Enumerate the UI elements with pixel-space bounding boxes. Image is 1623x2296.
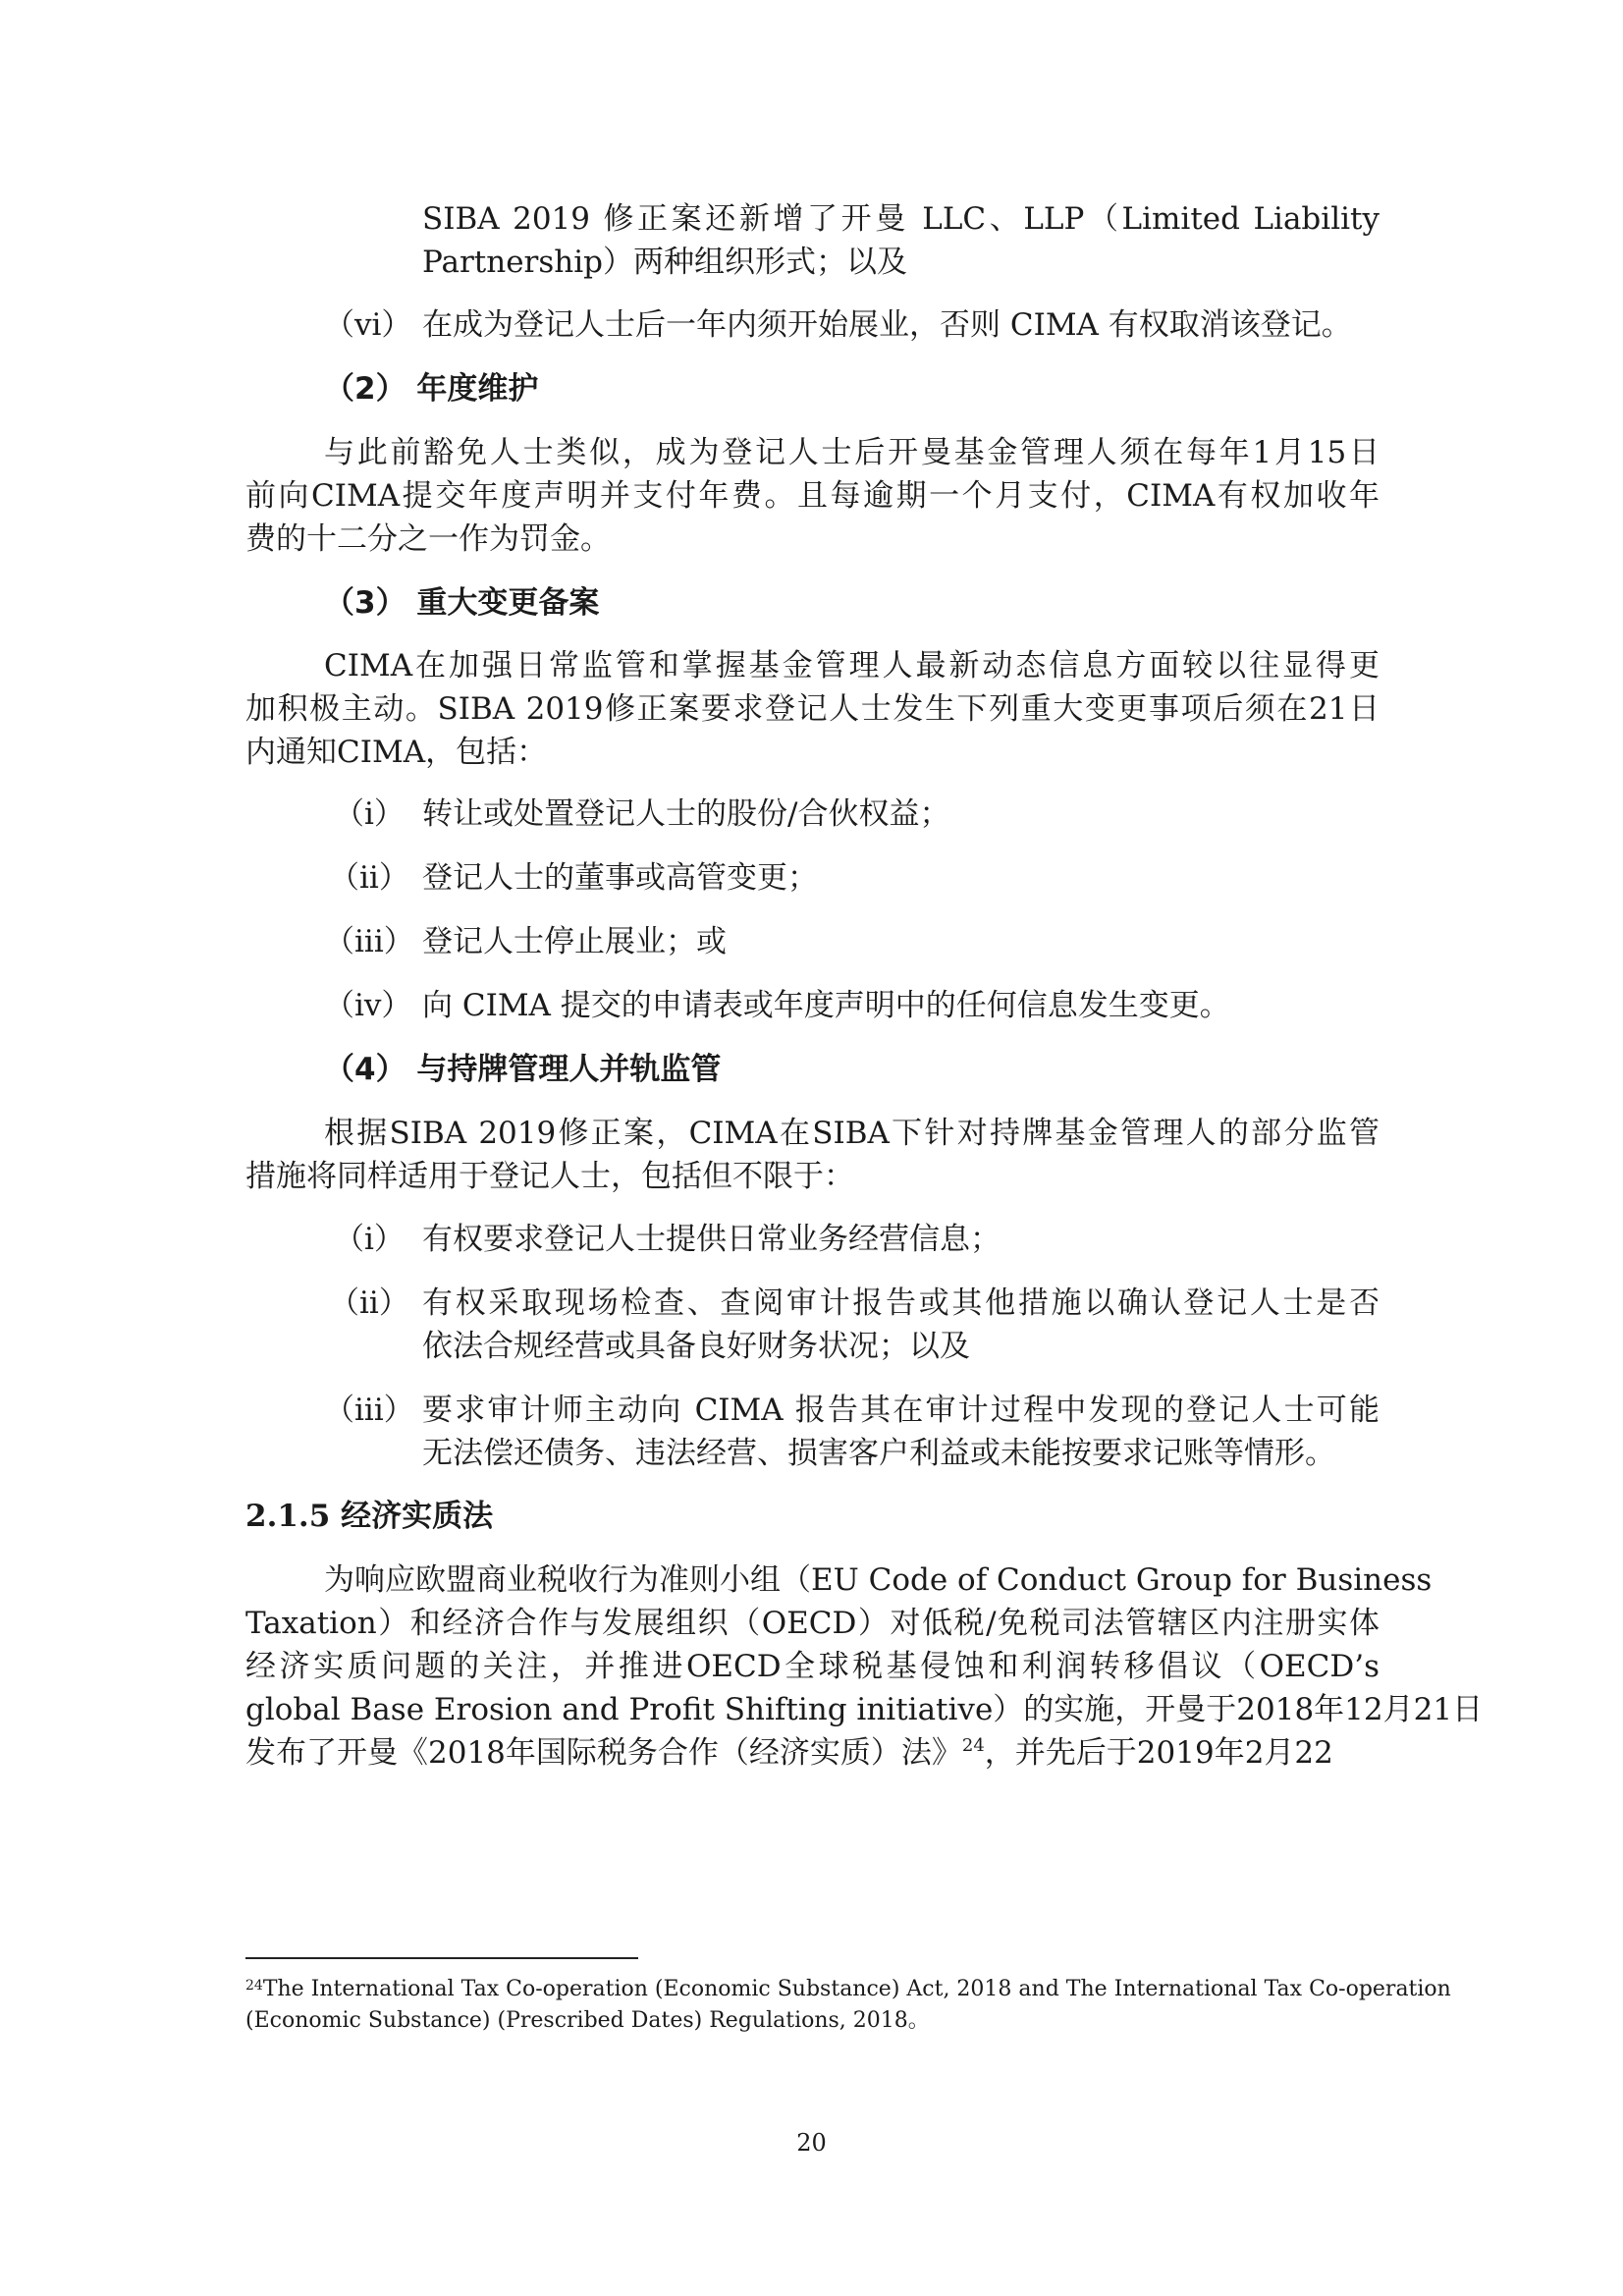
- paragraph-text: ，并先后于2019年2月22: [984, 1735, 1333, 1771]
- paragraph-line: CIMA在加强日常监管和掌握基金管理人最新动态信息方面较以往显得更: [324, 648, 1380, 683]
- list-item-text: 有权采取现场检查、查阅审计报告或其他措施以确认登记人士是否: [422, 1285, 1380, 1321]
- list-marker: （iii）: [324, 1393, 414, 1428]
- list-marker: （iv）: [324, 988, 412, 1023]
- paragraph-line: 加积极主动。SIBA 2019修正案要求登记人士发生下列重大变更事项后须在21日: [245, 691, 1380, 727]
- list-item-text: 依法合规经营或具备良好财务状况；以及: [422, 1329, 970, 1364]
- list-item-text: 登记人士的董事或高管变更；: [422, 860, 818, 896]
- list-item-text: 无法偿还债务、违法经营、损害客户利益或未能按要求记账等情形。: [422, 1436, 1335, 1471]
- footnote-line: (Economic Substance) (Prescribed Dates) Regulations, 2018。: [245, 2008, 930, 2033]
- footnote-line: [245, 1974, 1451, 2005]
- list-marker: （iii）: [324, 924, 414, 959]
- paragraph-text: 发布了开曼《2018年国际税务合作（经济实质）法》: [245, 1735, 962, 1771]
- list-item-text: 在成为登记人士后一年内须开始展业，否则 CIMA 有权取消该登记。: [422, 307, 1352, 343]
- subheading-parallel-supervision: （4） 与持牌管理人并轨监管: [324, 1052, 722, 1087]
- paragraph-line-with-footnote-ref: [245, 1731, 1333, 1775]
- paragraph-line: 措施将同样适用于登记人士，包括但不限于：: [245, 1159, 854, 1194]
- subheading-material-change: （3） 重大变更备案: [324, 585, 600, 621]
- paragraph-line: 前向CIMA提交年度声明并支付年费。且每逾期一个月支付，CIMA有权加收年: [245, 478, 1380, 514]
- paragraph-line: 为响应欧盟商业税收行为准则小组（EU Code of Conduct Group for Business: [324, 1562, 1433, 1598]
- paragraph-line: 内通知CIMA，包括：: [245, 735, 548, 770]
- paragraph-line: 经济实质问题的关注，并推进OECD全球税基侵蚀和利润转移倡议（OECD’s: [245, 1649, 1380, 1684]
- subheading-annual-maintenance: （2） 年度维护: [324, 371, 539, 407]
- paragraph-line: global Base Erosion and Profit Shifting initiative）的实施，开曼于2018年12月21日: [245, 1692, 1484, 1727]
- footnote-text: The International Tax Co-operation (Economic Substance) Act, 2018 and The International Tax Co-operation: [262, 1977, 1451, 2001]
- footnote-divider: [245, 1957, 638, 1959]
- list-marker: （i）: [334, 796, 405, 832]
- list-marker: （ii）: [329, 1285, 409, 1321]
- paragraph-line: 费的十二分之一作为罚金。: [245, 521, 611, 557]
- paragraph-line: 与此前豁免人士类似，成为登记人士后开曼基金管理人须在每年1月15日: [324, 435, 1380, 470]
- list-marker: （i）: [334, 1222, 405, 1257]
- section-heading: 2.1.5 经济实质法: [245, 1499, 494, 1534]
- continuation-line-1: SIBA 2019 修正案还新增了开曼 LLC、LLP（Limited Liability: [422, 201, 1380, 237]
- list-marker: （ii）: [329, 860, 409, 896]
- footnote-number: 24: [245, 1978, 263, 1994]
- list-item-text: 要求审计师主动向 CIMA 报告其在审计过程中发现的登记人士可能: [422, 1393, 1380, 1428]
- list-item-text: 转让或处置登记人士的股份/合伙权益；: [422, 796, 950, 832]
- list-item-text: 登记人士停止展业；或: [422, 924, 727, 959]
- paragraph-line: 根据SIBA 2019修正案，CIMA在SIBA下针对持牌基金管理人的部分监管: [324, 1116, 1380, 1151]
- footnote-reference: 24: [961, 1735, 985, 1756]
- list-marker: （vi）: [324, 307, 412, 343]
- list-item-text: 向 CIMA 提交的申请表或年度声明中的任何信息发生变更。: [422, 988, 1230, 1023]
- paragraph-line: Taxation）和经济合作与发展组织（OECD）对低税/免税司法管辖区内注册实体: [245, 1606, 1380, 1641]
- continuation-line-2: Partnership）两种组织形式；以及: [422, 245, 907, 280]
- list-item-text: 有权要求登记人士提供日常业务经营信息；: [422, 1222, 1001, 1257]
- page-number: 20: [796, 2129, 827, 2157]
